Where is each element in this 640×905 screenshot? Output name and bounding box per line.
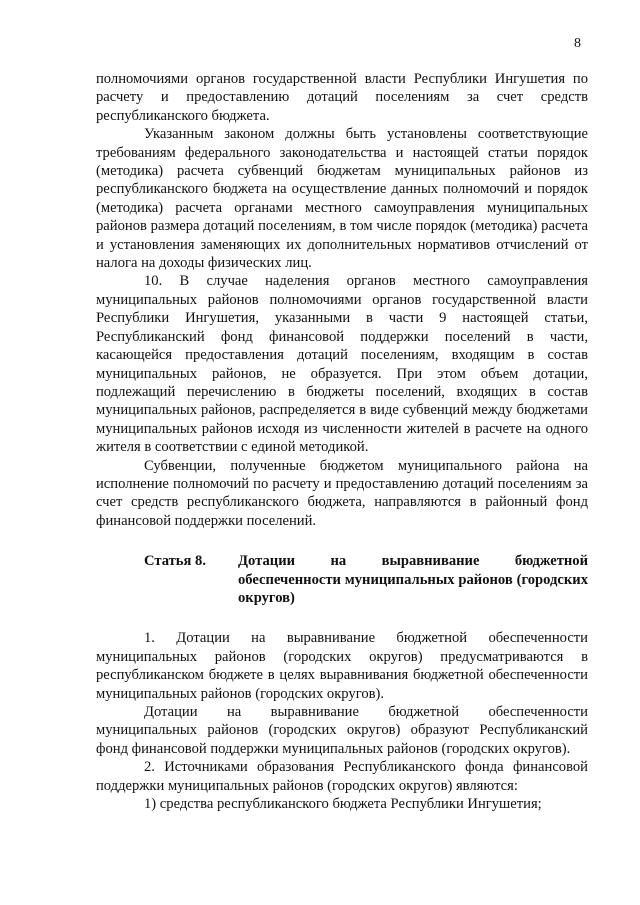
paragraph-item-2: 2. Источниками образования Республиканского фонда финансовой поддержки муниципальных районов (городских округов) являются: (96, 759, 588, 794)
paragraph-item-10: 10. В случае наделения органов местного самоуправления муниципальных районов полномочиями органов государственной власти Республики Ингушетия, указанными в части 9 настоящей статьи, Республиканский фонд финансовой поддержки поселений в части, касающейся предоставления дотаций поселениям, входящим в состав муниципальных районов, не образуется. При этом объем дотации, подлежащий перечислению в бюджеты поселений, входящих в состав муниципальных районов, распределяется в виде субвенций между бюджетами муниципальных районов исходя из численности жителей в расчете на одного жителя в соответствии с единой методикой. (96, 273, 588, 456)
document-body (96, 70, 588, 813)
paragraph: Дотации на выравнивание бюджетной обеспеченности муниципальных районов (городских округов) образуют Республиканский фонд финансовой поддержки муниципальных районов (городских округов). (96, 704, 588, 757)
article-title: Дотации на выравнивание бюджетной обеспеченности муниципальных районов (городских округов) (238, 553, 588, 606)
paragraph: Указанным законом должны быть установлены соответствующие требованиям федерального законодательства и настоящей статьи порядок (методика) расчета субвенций бюджетам муниципальных районов из республиканского бюджета на осуществление данных полномочий и порядок (методика) расчета органами местного самоуправления муниципальных районов размера дотаций поселениям, в том числе порядок (методика) расчета и установления заменяющих их дополнительных нормативов отчислений от налога на доходы физических лиц. (96, 126, 588, 272)
paragraph-item-1: 1. Дотации на выравнивание бюджетной обеспеченности муниципальных районов (городских округов) предусматриваются в республиканском бюджете в целях выравнивания бюджетной обеспеченности муниципальных районов (городских округов). (96, 630, 588, 702)
page-number: 8 (574, 36, 581, 51)
list-item-1: 1) средства республиканского бюджета Республики Ингушетия; (144, 796, 542, 813)
paragraph-continuation: полномочиями органов государственной власти Республики Ингушетия по расчету и предоставлению дотаций поселениям за счет средств республиканского бюджета. (96, 71, 588, 124)
article-label: Статья 8. (144, 553, 206, 570)
paragraph: Субвенции, полученные бюджетом муниципального района на исполнение полномочий по расчету и предоставлению дотаций поселениям за счет средств республиканского бюджета, направляются в районный фонд финансовой поддержки поселений. (96, 457, 588, 529)
article-heading (96, 552, 588, 607)
